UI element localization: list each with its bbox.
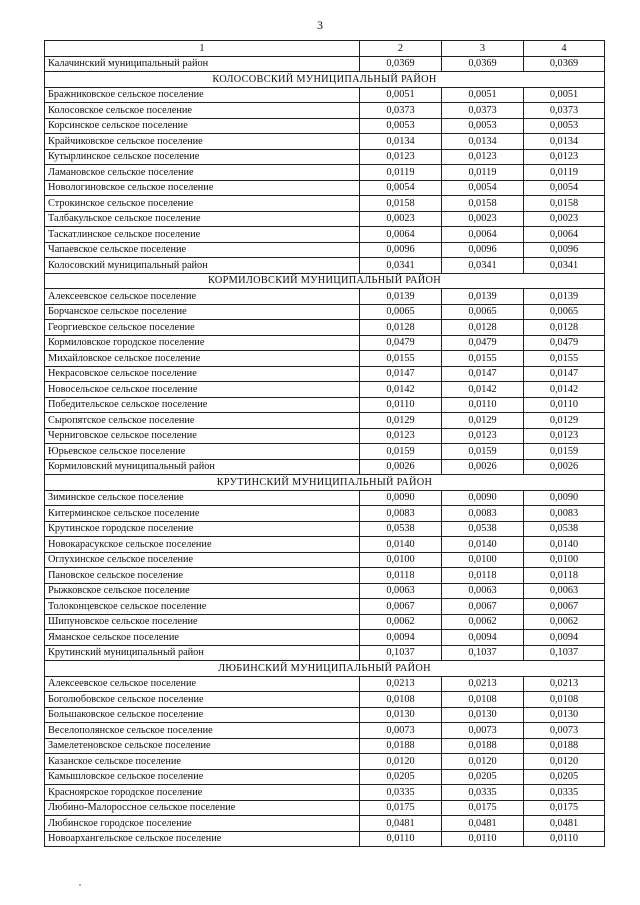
- header-row: [45, 41, 605, 57]
- value-col-3: 0,0130: [442, 707, 524, 723]
- table-header: [45, 41, 605, 57]
- value-col-3: 0,0100: [442, 552, 524, 568]
- value-col-2: 0,0100: [360, 552, 442, 568]
- value-col-2: 0,0481: [360, 816, 442, 832]
- settlement-name: Чапаевское сельское поселение: [45, 242, 360, 258]
- distribution-table: [44, 40, 605, 847]
- table-row: [45, 521, 605, 537]
- table-row: [45, 490, 605, 506]
- value-col-4: 0,0083: [524, 506, 605, 522]
- settlement-name: Новосельское сельское поселение: [45, 382, 360, 398]
- value-col-3: 0,0123: [442, 428, 524, 444]
- settlement-name: Новокарасукское сельское поселение: [45, 537, 360, 553]
- table-row: [45, 397, 605, 413]
- value-col-2: 0,0205: [360, 769, 442, 785]
- table-row: [45, 149, 605, 165]
- value-col-3: 0,0140: [442, 537, 524, 553]
- value-col-3: 0,0083: [442, 506, 524, 522]
- value-col-4: 0,0094: [524, 630, 605, 646]
- table-row: [45, 459, 605, 475]
- settlement-name: Любинское городское поселение: [45, 816, 360, 832]
- settlement-name: Любино-Малороссное сельское поселение: [45, 800, 360, 816]
- settlement-name: Крайчиковское сельское поселение: [45, 134, 360, 150]
- column-header-4: 4: [524, 41, 605, 57]
- settlement-name: Колосовский муниципальный район: [45, 258, 360, 274]
- value-col-2: 0,0110: [360, 397, 442, 413]
- value-col-3: 0,0188: [442, 738, 524, 754]
- value-col-3: 0,0026: [442, 459, 524, 475]
- value-col-2: 0,0123: [360, 428, 442, 444]
- district-title: КРУТИНСКИЙ МУНИЦИПАЛЬНЫЙ РАЙОН: [45, 475, 605, 491]
- value-col-3: 0,1037: [442, 645, 524, 661]
- settlement-name: Черниговское сельское поселение: [45, 428, 360, 444]
- value-col-4: 0,0108: [524, 692, 605, 708]
- value-col-2: 0,0094: [360, 630, 442, 646]
- value-col-3: 0,0479: [442, 335, 524, 351]
- value-col-3: 0,0054: [442, 180, 524, 196]
- value-col-2: 0,0128: [360, 320, 442, 336]
- value-col-2: 0,0158: [360, 196, 442, 212]
- settlement-name: Победительское сельское поселение: [45, 397, 360, 413]
- value-col-4: 0,0096: [524, 242, 605, 258]
- value-col-2: 0,0142: [360, 382, 442, 398]
- settlement-name: Зиминское сельское поселение: [45, 490, 360, 506]
- table-row: [45, 754, 605, 770]
- value-col-2: 0,0335: [360, 785, 442, 801]
- value-col-2: 0,0159: [360, 444, 442, 460]
- settlement-name: Рыжковское сельское поселение: [45, 583, 360, 599]
- settlement-name: Борчанское сельское поселение: [45, 304, 360, 320]
- value-col-3: 0,0155: [442, 351, 524, 367]
- table-row: [45, 351, 605, 367]
- value-col-2: 0,0140: [360, 537, 442, 553]
- value-col-2: 0,0064: [360, 227, 442, 243]
- value-col-3: 0,0119: [442, 165, 524, 181]
- value-col-4: 0,0110: [524, 831, 605, 847]
- settlement-name: Казанское сельское поселение: [45, 754, 360, 770]
- value-col-3: 0,0373: [442, 103, 524, 119]
- value-col-4: 0,0139: [524, 289, 605, 305]
- value-col-4: 0,0120: [524, 754, 605, 770]
- table-row: [45, 831, 605, 847]
- table-row: [45, 428, 605, 444]
- table-row: [45, 103, 605, 119]
- settlement-name: Боголюбовское сельское поселение: [45, 692, 360, 708]
- settlement-name: Алексеевское сельское поселение: [45, 676, 360, 692]
- value-col-2: 0,0120: [360, 754, 442, 770]
- value-col-4: 0,0130: [524, 707, 605, 723]
- value-col-2: 0,0341: [360, 258, 442, 274]
- value-col-4: 0,0119: [524, 165, 605, 181]
- value-col-3: 0,0134: [442, 134, 524, 150]
- table-row: [45, 692, 605, 708]
- value-col-2: 0,0096: [360, 242, 442, 258]
- value-col-3: 0,0481: [442, 816, 524, 832]
- value-col-3: 0,0067: [442, 599, 524, 615]
- value-col-3: 0,0213: [442, 676, 524, 692]
- value-col-3: 0,0205: [442, 769, 524, 785]
- table-row: [45, 506, 605, 522]
- table-row: [45, 165, 605, 181]
- settlement-name: Веселополянское сельское поселение: [45, 723, 360, 739]
- table-row: [45, 335, 605, 351]
- value-col-3: 0,0120: [442, 754, 524, 770]
- table-row: [45, 785, 605, 801]
- table-row: [45, 583, 605, 599]
- value-col-4: 0,0064: [524, 227, 605, 243]
- value-col-2: 0,0065: [360, 304, 442, 320]
- table-row: [45, 56, 605, 72]
- district-title: ЛЮБИНСКИЙ МУНИЦИПАЛЬНЫЙ РАЙОН: [45, 661, 605, 677]
- table-row: [45, 707, 605, 723]
- value-col-4: 0,0110: [524, 397, 605, 413]
- settlement-name: Талбакульское сельское поселение: [45, 211, 360, 227]
- column-header-3: 3: [442, 41, 524, 57]
- value-col-4: 0,0538: [524, 521, 605, 537]
- settlement-name: Кормиловское городское поселение: [45, 335, 360, 351]
- value-col-2: 0,0119: [360, 165, 442, 181]
- value-col-3: 0,0073: [442, 723, 524, 739]
- scan-artifact-dot: [79, 884, 81, 886]
- settlement-name: Новологиновское сельское поселение: [45, 180, 360, 196]
- value-col-2: 0,1037: [360, 645, 442, 661]
- value-col-3: 0,0110: [442, 831, 524, 847]
- value-col-4: 0,0188: [524, 738, 605, 754]
- value-col-2: 0,0139: [360, 289, 442, 305]
- value-col-2: 0,0067: [360, 599, 442, 615]
- value-col-3: 0,0538: [442, 521, 524, 537]
- value-col-4: 0,0369: [524, 56, 605, 72]
- section-header-row: [45, 273, 605, 289]
- value-col-4: 0,0100: [524, 552, 605, 568]
- value-col-3: 0,0123: [442, 149, 524, 165]
- value-col-4: 0,0158: [524, 196, 605, 212]
- table-row: [45, 552, 605, 568]
- value-col-4: 0,0090: [524, 490, 605, 506]
- value-col-2: 0,0134: [360, 134, 442, 150]
- table-row: [45, 738, 605, 754]
- value-col-4: 0,0481: [524, 816, 605, 832]
- value-col-4: 0,0205: [524, 769, 605, 785]
- value-col-4: 0,0053: [524, 118, 605, 134]
- value-col-3: 0,0023: [442, 211, 524, 227]
- value-col-2: 0,0479: [360, 335, 442, 351]
- table-row: [45, 134, 605, 150]
- table-row: [45, 630, 605, 646]
- value-col-4: 0,0335: [524, 785, 605, 801]
- value-col-3: 0,0108: [442, 692, 524, 708]
- value-col-2: 0,0083: [360, 506, 442, 522]
- value-col-3: 0,0341: [442, 258, 524, 274]
- value-col-2: 0,0130: [360, 707, 442, 723]
- settlement-name: Калачинский муниципальный район: [45, 56, 360, 72]
- table-row: [45, 599, 605, 615]
- value-col-2: 0,0538: [360, 521, 442, 537]
- value-col-3: 0,0139: [442, 289, 524, 305]
- table-row: [45, 242, 605, 258]
- value-col-4: 0,0118: [524, 568, 605, 584]
- district-title: КОРМИЛОВСКИЙ МУНИЦИПАЛЬНЫЙ РАЙОН: [45, 273, 605, 289]
- value-col-2: 0,0063: [360, 583, 442, 599]
- value-col-4: 0,1037: [524, 645, 605, 661]
- table-row: [45, 676, 605, 692]
- value-col-3: 0,0110: [442, 397, 524, 413]
- value-col-4: 0,0067: [524, 599, 605, 615]
- table-body: [45, 56, 605, 847]
- value-col-3: 0,0096: [442, 242, 524, 258]
- value-col-3: 0,0064: [442, 227, 524, 243]
- settlement-name: Крутинский муниципальный район: [45, 645, 360, 661]
- district-title: КОЛОСОВСКИЙ МУНИЦИПАЛЬНЫЙ РАЙОН: [45, 72, 605, 88]
- value-col-2: 0,0023: [360, 211, 442, 227]
- table-row: [45, 227, 605, 243]
- table-row: [45, 614, 605, 630]
- section-header-row: [45, 661, 605, 677]
- table-row: [45, 723, 605, 739]
- table-row: [45, 413, 605, 429]
- value-col-2: 0,0188: [360, 738, 442, 754]
- value-col-4: 0,0073: [524, 723, 605, 739]
- table-row: [45, 568, 605, 584]
- value-col-4: 0,0054: [524, 180, 605, 196]
- value-col-3: 0,0065: [442, 304, 524, 320]
- table-row: [45, 320, 605, 336]
- value-col-4: 0,0123: [524, 428, 605, 444]
- settlement-name: Большаковское сельское поселение: [45, 707, 360, 723]
- table-row: [45, 769, 605, 785]
- value-col-3: 0,0053: [442, 118, 524, 134]
- value-col-3: 0,0142: [442, 382, 524, 398]
- settlement-name: Георгиевское сельское поселение: [45, 320, 360, 336]
- table-row: [45, 87, 605, 103]
- table-row: [45, 537, 605, 553]
- value-col-4: 0,0341: [524, 258, 605, 274]
- table-row: [45, 118, 605, 134]
- settlement-name: Алексеевское сельское поселение: [45, 289, 360, 305]
- value-col-2: 0,0051: [360, 87, 442, 103]
- value-col-4: 0,0051: [524, 87, 605, 103]
- table-row: [45, 816, 605, 832]
- table-row: [45, 800, 605, 816]
- column-header-1: 1: [45, 41, 360, 57]
- value-col-4: 0,0142: [524, 382, 605, 398]
- settlement-name: Толоконцевское сельское поселение: [45, 599, 360, 615]
- value-col-3: 0,0147: [442, 366, 524, 382]
- page-number: 3: [317, 18, 323, 32]
- section-header-row: [45, 475, 605, 491]
- value-col-2: 0,0147: [360, 366, 442, 382]
- value-col-2: 0,0129: [360, 413, 442, 429]
- value-col-3: 0,0175: [442, 800, 524, 816]
- value-col-3: 0,0051: [442, 87, 524, 103]
- table-row: [45, 196, 605, 212]
- value-col-4: 0,0373: [524, 103, 605, 119]
- value-col-2: 0,0373: [360, 103, 442, 119]
- value-col-4: 0,0155: [524, 351, 605, 367]
- value-col-3: 0,0159: [442, 444, 524, 460]
- value-col-2: 0,0054: [360, 180, 442, 196]
- settlement-name: Китерминское сельское поселение: [45, 506, 360, 522]
- table-row: [45, 645, 605, 661]
- column-header-2: 2: [360, 41, 442, 57]
- settlement-name: Шипуновское сельское поселение: [45, 614, 360, 630]
- value-col-4: 0,0140: [524, 537, 605, 553]
- settlement-name: Кутырлинское сельское поселение: [45, 149, 360, 165]
- value-col-2: 0,0155: [360, 351, 442, 367]
- table-row: [45, 444, 605, 460]
- value-col-4: 0,0134: [524, 134, 605, 150]
- value-col-3: 0,0335: [442, 785, 524, 801]
- settlement-name: Новоархангельское сельское поселение: [45, 831, 360, 847]
- value-col-3: 0,0118: [442, 568, 524, 584]
- value-col-2: 0,0073: [360, 723, 442, 739]
- table-row: [45, 382, 605, 398]
- settlement-name: Кормиловский муниципальный район: [45, 459, 360, 475]
- settlement-name: Строкинское сельское поселение: [45, 196, 360, 212]
- settlement-name: Камышловское сельское поселение: [45, 769, 360, 785]
- value-col-3: 0,0094: [442, 630, 524, 646]
- value-col-2: 0,0213: [360, 676, 442, 692]
- value-col-4: 0,0023: [524, 211, 605, 227]
- value-col-4: 0,0479: [524, 335, 605, 351]
- value-col-2: 0,0053: [360, 118, 442, 134]
- value-col-3: 0,0062: [442, 614, 524, 630]
- settlement-name: Бражниковское сельское поселение: [45, 87, 360, 103]
- settlement-name: Ламановское сельское поселение: [45, 165, 360, 181]
- value-col-4: 0,0129: [524, 413, 605, 429]
- settlement-name: Пановское сельское поселение: [45, 568, 360, 584]
- table-row: [45, 180, 605, 196]
- value-col-4: 0,0063: [524, 583, 605, 599]
- value-col-2: 0,0110: [360, 831, 442, 847]
- settlement-name: Сыропятское сельское поселение: [45, 413, 360, 429]
- table-row: [45, 211, 605, 227]
- settlement-name: Замелетеновское сельское поселение: [45, 738, 360, 754]
- value-col-3: 0,0369: [442, 56, 524, 72]
- value-col-4: 0,0123: [524, 149, 605, 165]
- value-col-2: 0,0108: [360, 692, 442, 708]
- value-col-2: 0,0090: [360, 490, 442, 506]
- value-col-4: 0,0147: [524, 366, 605, 382]
- table-row: [45, 289, 605, 305]
- value-col-3: 0,0090: [442, 490, 524, 506]
- value-col-2: 0,0369: [360, 56, 442, 72]
- value-col-3: 0,0063: [442, 583, 524, 599]
- settlement-name: Колосовское сельское поселение: [45, 103, 360, 119]
- value-col-2: 0,0118: [360, 568, 442, 584]
- value-col-3: 0,0129: [442, 413, 524, 429]
- settlement-name: Некрасовское сельское поселение: [45, 366, 360, 382]
- settlement-name: Крутинское городское поселение: [45, 521, 360, 537]
- value-col-2: 0,0026: [360, 459, 442, 475]
- settlement-name: Юрьевское сельское поселение: [45, 444, 360, 460]
- settlement-name: Оглухинское сельское поселение: [45, 552, 360, 568]
- value-col-4: 0,0026: [524, 459, 605, 475]
- table-row: [45, 258, 605, 274]
- value-col-4: 0,0213: [524, 676, 605, 692]
- value-col-2: 0,0062: [360, 614, 442, 630]
- value-col-2: 0,0123: [360, 149, 442, 165]
- settlement-name: Красноярское городское поселение: [45, 785, 360, 801]
- value-col-4: 0,0128: [524, 320, 605, 336]
- value-col-3: 0,0158: [442, 196, 524, 212]
- value-col-4: 0,0175: [524, 800, 605, 816]
- value-col-4: 0,0065: [524, 304, 605, 320]
- settlement-name: Корсинское сельское поселение: [45, 118, 360, 134]
- table-row: [45, 304, 605, 320]
- settlement-name: Яманское сельское поселение: [45, 630, 360, 646]
- value-col-4: 0,0159: [524, 444, 605, 460]
- table-row: [45, 366, 605, 382]
- value-col-4: 0,0062: [524, 614, 605, 630]
- settlement-name: Таскатлинское сельское поселение: [45, 227, 360, 243]
- settlement-name: Михайловское сельское поселение: [45, 351, 360, 367]
- value-col-2: 0,0175: [360, 800, 442, 816]
- value-col-3: 0,0128: [442, 320, 524, 336]
- section-header-row: [45, 72, 605, 88]
